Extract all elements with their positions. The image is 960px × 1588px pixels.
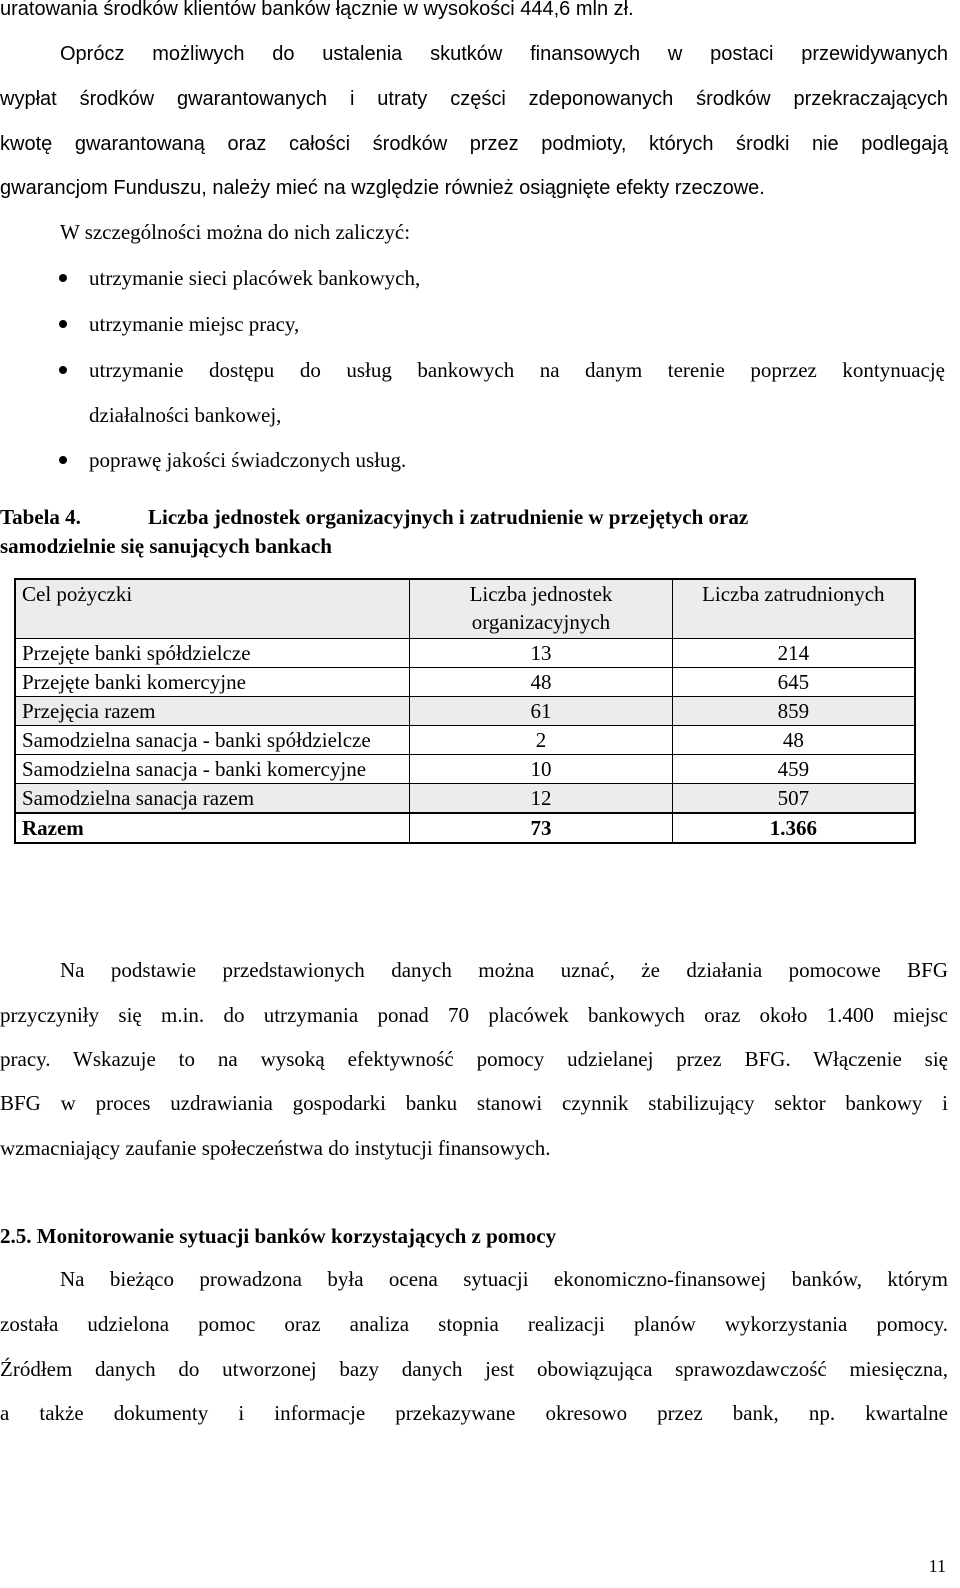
section-line-4: a także dokumenty i informacje przekazywane okresowo przez bank, np. kwartalne xyxy=(0,1401,948,1425)
bullet-item-1: utrzymanie sieci placówek bankowych, xyxy=(89,266,421,290)
bullet-icon xyxy=(59,456,67,464)
total-label: Razem xyxy=(15,813,410,843)
bullet-icon xyxy=(59,320,67,328)
total-units: 73 xyxy=(410,813,672,843)
row-units: 12 xyxy=(410,784,672,814)
paragraph1-line-5: gwarancjom Funduszu, należy mieć na względzie również osiągnięte efekty rzeczowe. xyxy=(0,177,765,199)
table-caption-label: Tabela 4. xyxy=(0,505,81,529)
paragraph1-line-1: uratowania środków klientów banków łącznie w wysokości 444,6 mln zł. xyxy=(0,0,634,20)
header-purpose: Cel pożyczki xyxy=(15,579,410,639)
data-table xyxy=(14,578,916,844)
page-number: 11 xyxy=(928,1556,946,1576)
table-row xyxy=(15,726,915,755)
row-label: Przejęte banki spółdzielcze xyxy=(15,639,410,668)
table-header-row xyxy=(15,579,915,639)
row-employees: 507 xyxy=(672,784,915,814)
table-row xyxy=(15,668,915,697)
table-total-row xyxy=(15,813,915,843)
list-intro: W szczególności można do nich zaliczyć: xyxy=(60,220,411,244)
row-units: 48 xyxy=(410,668,672,697)
row-label: Przejęcia razem xyxy=(15,697,410,726)
row-label: Samodzielna sanacja - banki komercyjne xyxy=(15,755,410,784)
header-units: Liczba jednostek organizacyjnych xyxy=(410,579,672,639)
row-employees: 645 xyxy=(672,668,915,697)
row-employees: 48 xyxy=(672,726,915,755)
row-units: 13 xyxy=(410,639,672,668)
paragraph2-line-4: BFG w proces uzdrawiania gospodarki banku stanowi czynnik stabilizujący sektor bankowy i xyxy=(0,1091,948,1115)
header-employees: Liczba zatrudnionych xyxy=(672,579,915,639)
bullet-item-4: poprawę jakości świadczonych usług. xyxy=(89,448,407,472)
section-heading: 2.5. Monitorowanie sytuacji banków korzystających z pomocy xyxy=(0,1224,557,1248)
paragraph1-line-2: Oprócz możliwych do ustalenia skutków finansowych w postaci przewidywanych xyxy=(60,43,948,65)
bullet-item-3: utrzymanie dostępu do usług bankowych na danym terenie poprzez kontynuację xyxy=(89,358,945,382)
row-employees: 214 xyxy=(672,639,915,668)
paragraph2-line-1: Na podstawie przedstawionych danych można uznać, że działania pomocowe BFG xyxy=(60,958,948,982)
bullet-icon xyxy=(59,274,67,282)
bullet-item-2: utrzymanie miejsc pracy, xyxy=(89,312,300,336)
paragraph2-line-3: pracy. Wskazuje to na wysoką efektywność pomocy udzielanej przez BFG. Włączenie się xyxy=(0,1047,948,1071)
paragraph2-line-2: przyczyniły się m.in. do utrzymania ponad 70 placówek bankowych oraz około 1.400 miejsc xyxy=(0,1003,948,1027)
row-label: Samodzielna sanacja - banki spółdzielcze xyxy=(15,726,410,755)
table-row xyxy=(15,755,915,784)
row-units: 2 xyxy=(410,726,672,755)
table-row xyxy=(15,784,915,814)
row-employees: 859 xyxy=(672,697,915,726)
bullet-item-3-cont: działalności bankowej, xyxy=(89,403,282,427)
table-row xyxy=(15,639,915,668)
table-row xyxy=(15,697,915,726)
table-caption-title-2: samodzielnie się sanujących bankach xyxy=(0,534,332,558)
section-line-1: Na bieżąco prowadzona była ocena sytuacji ekonomiczno-finansowej banków, którym xyxy=(60,1267,948,1291)
row-units: 10 xyxy=(410,755,672,784)
row-label: Przejęte banki komercyjne xyxy=(15,668,410,697)
bullet-icon xyxy=(59,366,67,374)
paragraph1-line-3: wypłat środków gwarantowanych i utraty części zdeponowanych środków przekraczających xyxy=(0,88,948,110)
row-employees: 459 xyxy=(672,755,915,784)
table-caption-title-1: Liczba jednostek organizacyjnych i zatrudnienie w przejętych oraz xyxy=(148,505,749,529)
row-units: 61 xyxy=(410,697,672,726)
paragraph1-line-4: kwotę gwarantowaną oraz całości środków przez podmioty, których środki nie podlegają xyxy=(0,133,948,155)
section-line-3: Źródłem danych do utworzonej bazy danych jest obowiązująca sprawozdawczość miesięczna, xyxy=(0,1357,948,1381)
paragraph2-line-5: wzmacniający zaufanie społeczeństwa do instytucji finansowych. xyxy=(0,1136,551,1160)
section-line-2: została udzielona pomoc oraz analiza stopnia realizacji planów wykorzystania pomocy. xyxy=(0,1312,948,1336)
total-employees: 1.366 xyxy=(672,813,915,843)
row-label: Samodzielna sanacja razem xyxy=(15,784,410,814)
